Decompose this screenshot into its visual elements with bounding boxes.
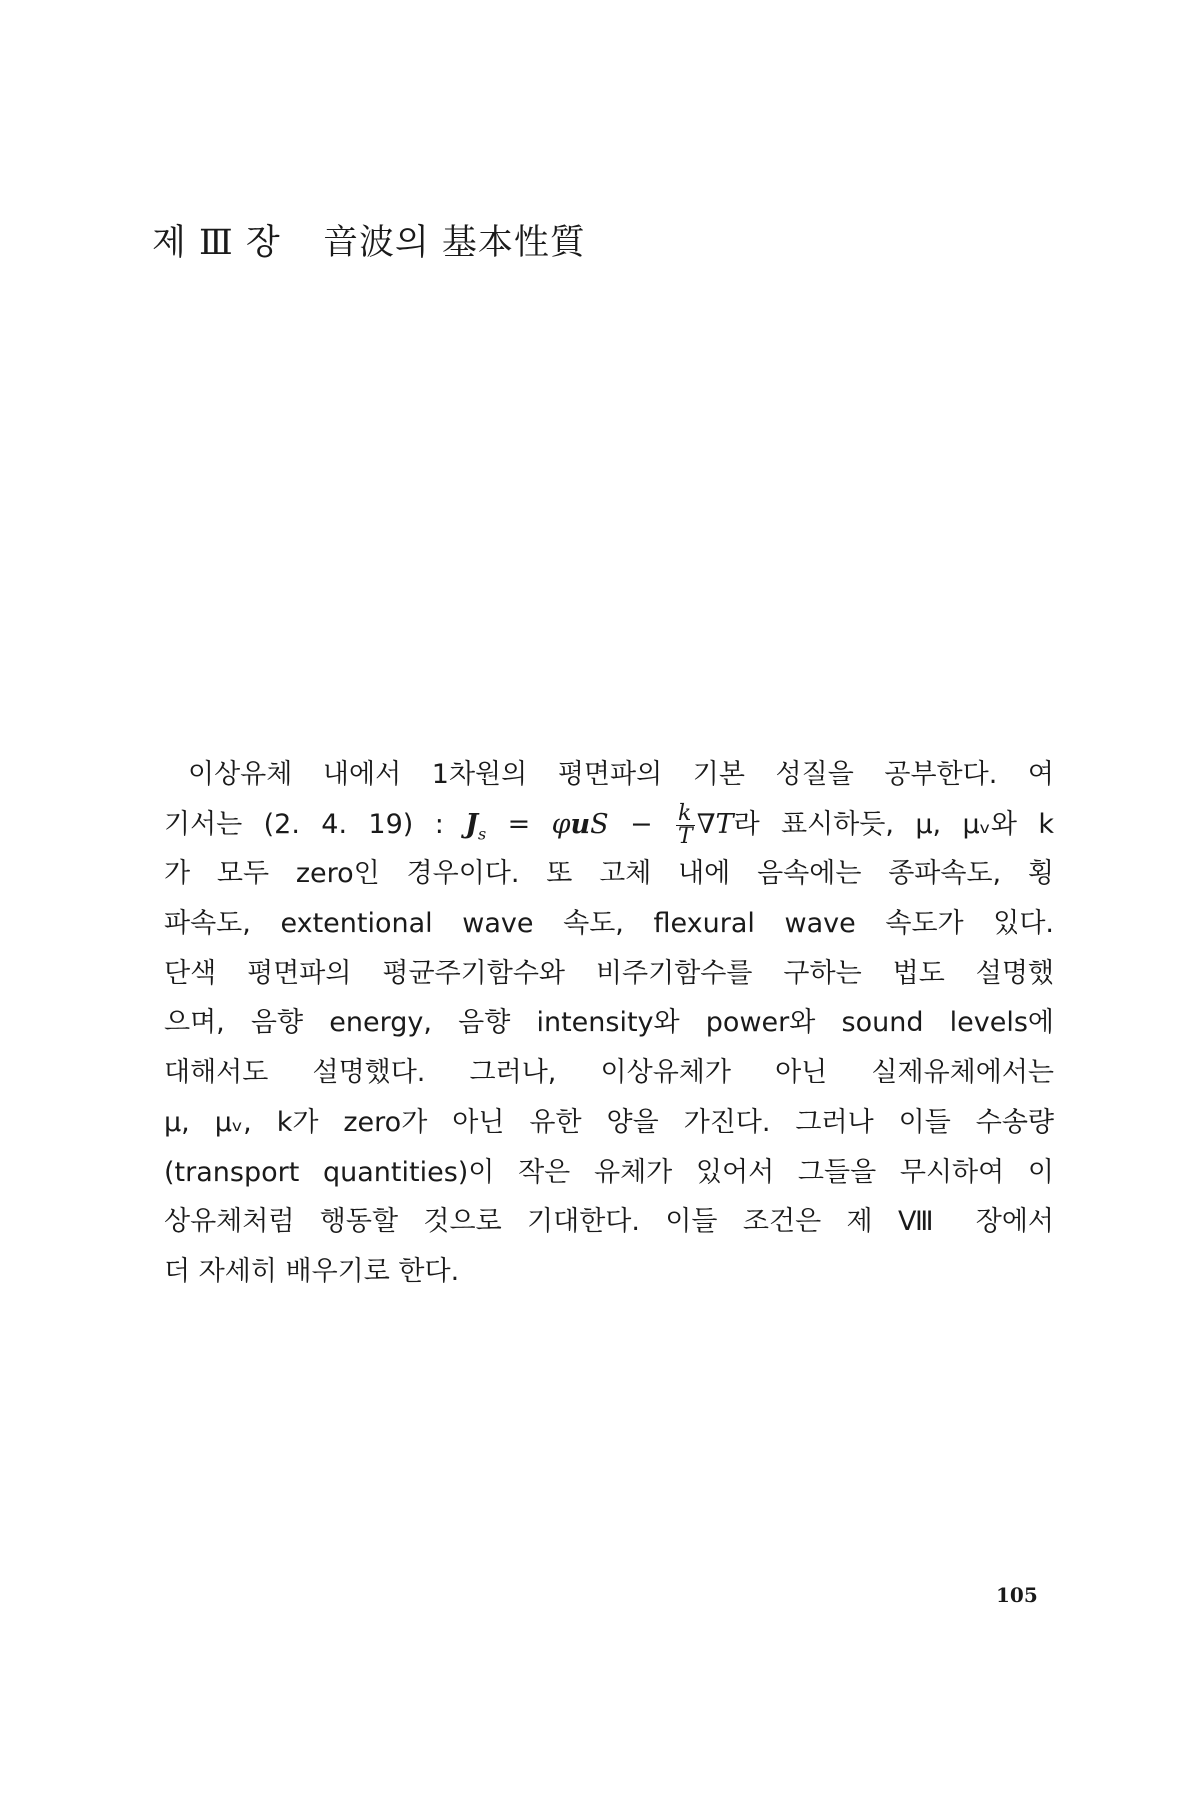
paragraph-line: 가 모두 zero인 경우이다. 또 고체 내에 음속에는 종파속도, 횡: [164, 858, 1054, 890]
paragraph-line: 대해서도 설명했다. 그러나, 이상유체가 아닌 실제유체에서는: [164, 1057, 1054, 1089]
paragraph-line: 이상유체 내에서 1차원의 평면파의 기본 성질을 공부한다. 여: [188, 759, 1054, 790]
equation-minus: −: [608, 808, 675, 840]
equation-lhs: J: [465, 808, 478, 840]
equation-lead: 기서는 (2. 4. 19) :: [164, 808, 466, 840]
fraction-numerator: k: [676, 803, 695, 826]
paragraph-line: 단색 평면파의 평균주기함수와 비주기함수를 구하는 법도 설명했: [164, 957, 1054, 989]
chapter-suffix: 장: [245, 223, 281, 263]
equation-fraction: [676, 800, 695, 849]
paragraph-line: 파속도, extentional wave 속도, flexural wave 속도가 있다.: [164, 908, 1054, 940]
chapter-numeral: Ⅲ: [198, 223, 234, 263]
equation-phi: φ: [551, 808, 571, 840]
chapter-prefix: 제: [152, 223, 187, 263]
paragraph-line: 으며, 음향 energy, 음향 intensity와 power와 sound levels에: [164, 1007, 1054, 1039]
paragraph-line: 상유체처럼 행동할 것으로 기대한다. 이들 조건은 제 Ⅷ 장에서: [164, 1206, 1054, 1238]
chapter-heading: 音波의 基本性質: [322, 223, 586, 263]
equation-line: [164, 800, 1054, 850]
equation-s: S: [590, 808, 609, 840]
paragraph-line: 더 자세히 배우기로 한다.: [164, 1255, 460, 1287]
equation-equals: =: [486, 808, 552, 840]
equation-lhs-sub: s: [477, 824, 487, 844]
body-paragraph: [164, 750, 1054, 1297]
fraction-denominator: T: [678, 823, 693, 849]
paragraph-line: μ, μᵥ, k가 zero가 아닌 유한 양을 가진다. 그러나 이들 수송량: [164, 1106, 1054, 1138]
page-number: 105: [996, 1583, 1038, 1607]
chapter-title: [152, 215, 586, 265]
paragraph-line: (transport quantities)이 작은 유체가 있어서 그들을 무시하여 이: [164, 1156, 1054, 1188]
equation-nabla-t: ∇T: [696, 808, 734, 840]
equation-tail: 라 표시하듯, μ, μᵥ와 k: [733, 808, 1054, 840]
equation: [465, 800, 734, 849]
equation-u: u: [570, 808, 591, 840]
